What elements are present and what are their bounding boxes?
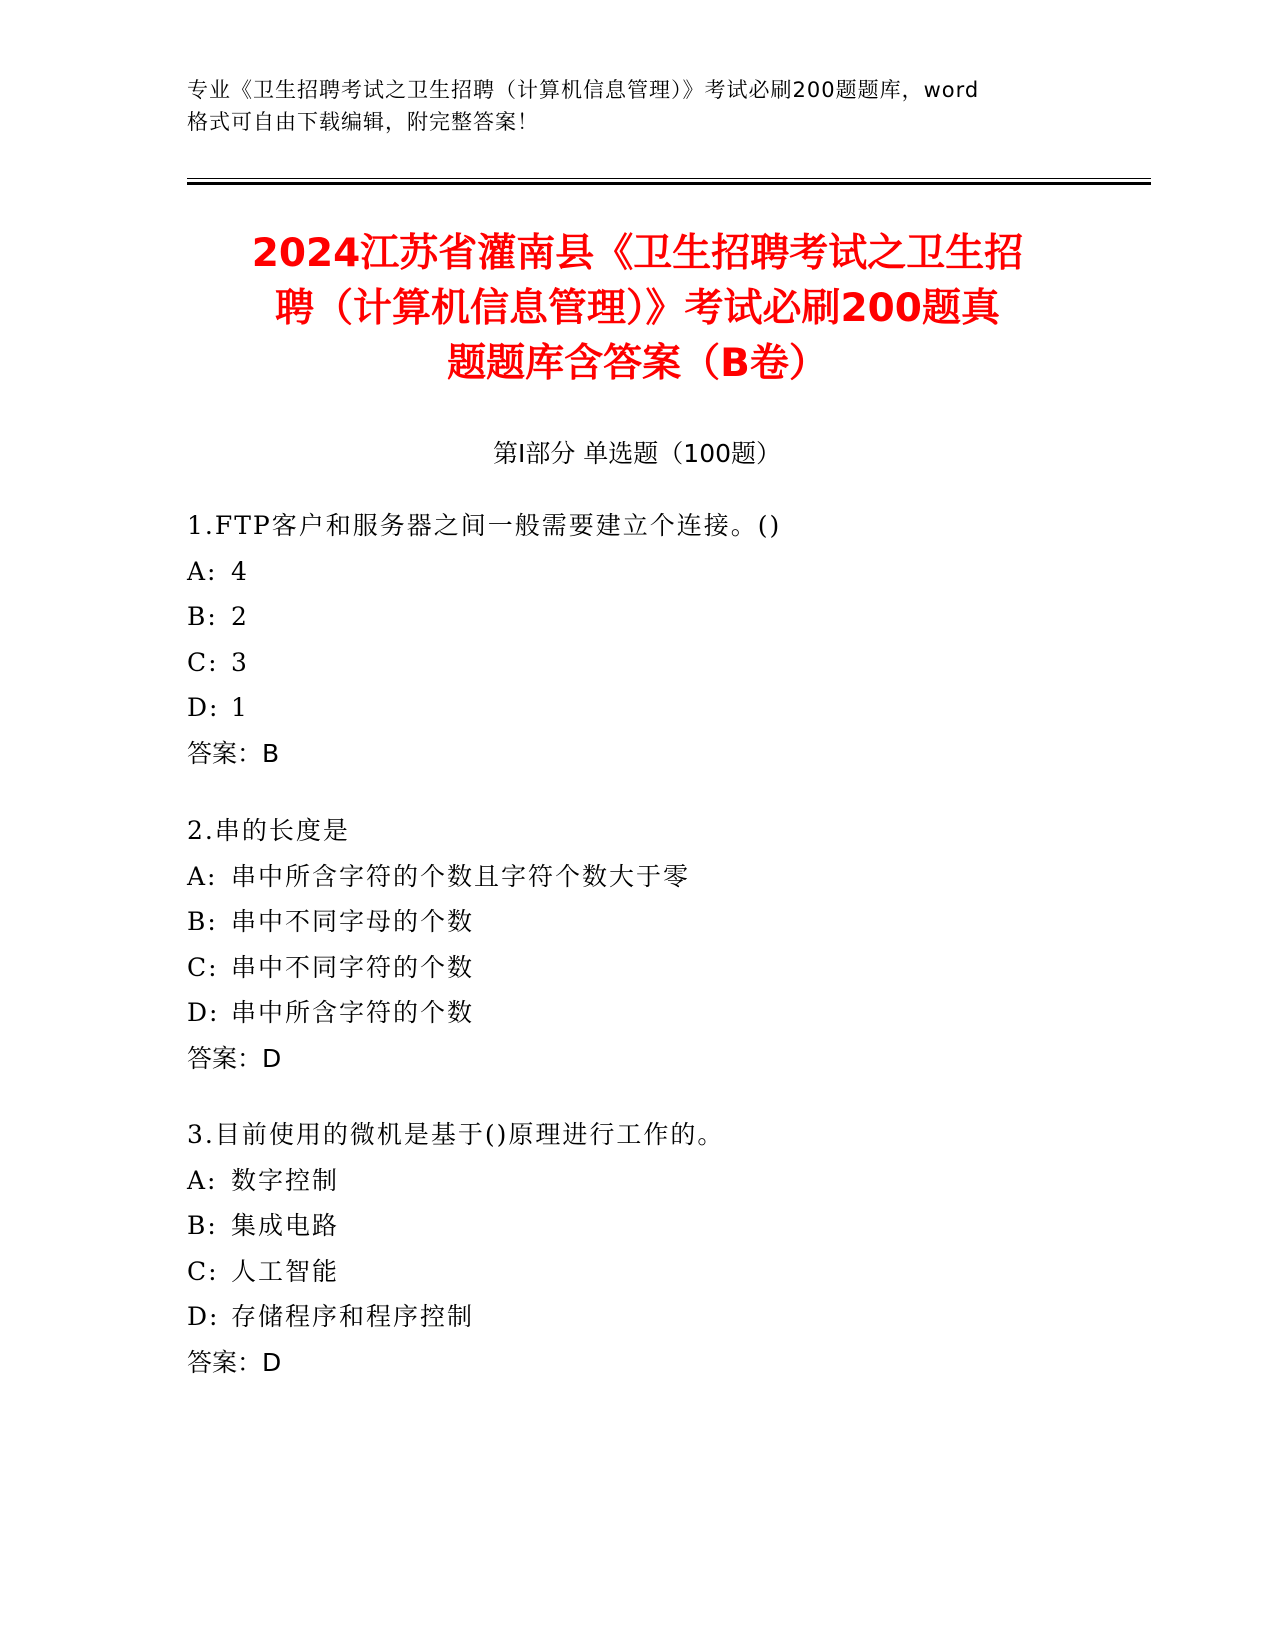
option-c [187,945,1087,991]
answer-line: 答案：D [187,1043,282,1073]
option-text: 集成电路 [231,1211,340,1240]
option-key: B: [187,907,218,936]
document-title [150,226,1125,391]
answer-line: 答案：B [187,738,280,768]
option-key: D: [187,693,220,722]
option-key: A: [187,1165,218,1195]
option-text: 串中不同字符的个数 [231,952,475,982]
option-text: 串中所含字符的个数且字符个数大于零 [231,861,691,891]
header-divider-thin [187,178,1151,179]
option-key: A: [187,861,218,891]
option-text: 1 [231,693,249,722]
question-stem: 3.目前使用的微机是基于()原理进行工作的。 [187,1120,725,1149]
option-text: 存储程序和程序控制 [231,1302,475,1331]
header-divider-thick [187,182,1151,185]
document-title-line-3: 题题库含答案（B卷） [447,341,828,386]
option-text: 人工智能 [231,1256,340,1286]
option-b [187,1203,1087,1249]
option-b [187,899,1087,945]
option-text: 串中不同字母的个数 [231,907,475,936]
option-text: 2 [231,602,249,631]
question-stem: 1.FTP客户和服务器之间一般需要建立个连接。() [187,511,782,540]
option-d [187,685,1087,731]
option-key: C: [187,952,219,982]
header-note-line-1: 专业《卫生招聘考试之卫生招聘（计算机信息管理）》考试必刷200题题库，word [187,78,980,102]
option-key: A: [187,556,218,586]
option-b [187,594,1087,640]
option-text: 3 [231,647,249,677]
option-key: B: [187,1211,218,1240]
question-1 [187,503,1087,776]
option-text: 串中所含字符的个数 [231,998,475,1027]
question-stem: 2.串的长度是 [187,816,350,845]
option-d [187,1294,1087,1340]
option-text: 数字控制 [231,1165,340,1195]
question-3 [187,1112,1087,1385]
option-a [187,1158,1087,1204]
option-key: D: [187,1302,220,1331]
option-key: B: [187,602,218,631]
answer-line: 答案：D [187,1347,282,1377]
option-key: C: [187,1256,219,1286]
option-a [187,549,1087,595]
option-a [187,854,1087,900]
question-2 [187,808,1087,1081]
document-title-line-2: 聘（计算机信息管理）》考试必刷200题真 [275,286,1000,331]
option-d [187,990,1087,1036]
header-note-line-2: 格式可自由下载编辑，附完整答案！ [187,110,539,134]
option-c [187,640,1087,686]
option-c [187,1249,1087,1295]
section-heading: 第Ⅰ部分 单选题（100题） [492,439,782,468]
header-note [187,74,1087,138]
option-key: C: [187,647,219,677]
document-title-line-1: 2024江苏省灌南县《卫生招聘考试之卫生招 [251,231,1024,276]
option-key: D: [187,998,220,1027]
option-text: 4 [231,556,249,586]
